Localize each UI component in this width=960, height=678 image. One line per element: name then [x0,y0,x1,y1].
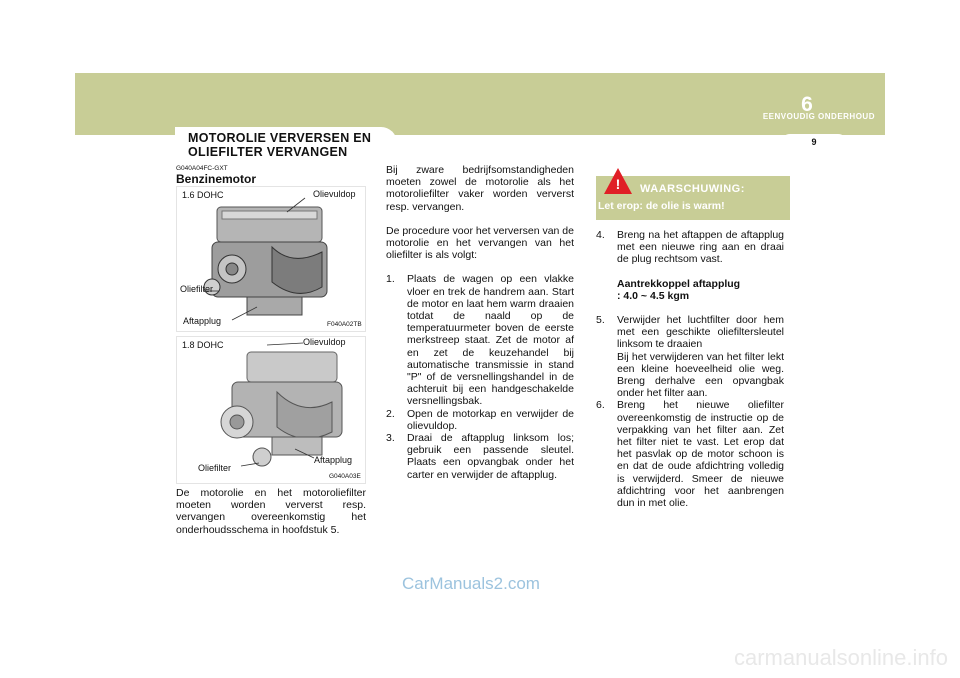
chapter-number: 6 [801,93,813,116]
fig2-code: G040A03E [329,473,361,480]
steps-column [596,229,784,509]
engine-1-6-illustration [177,187,365,331]
list-item: 2. Open de motorkap en verwijder de olievuldop. [386,407,574,432]
list-item: 1. Plaats de wagen op een vlakke vloer en trek de handrem aan. Start de motor en laat hem warm draaien totdat de naald op de temperatuurmeter boven de eerste merkstreep staat. Zet de motor af en zet de keuzehandel bij automatische transmissie in stand "P" of de versnellingshandel in de achteruit bij een handgeschakelde versnellingsbak. [386,273,574,408]
procedure-column [386,164,574,481]
fig1-drain-label: Aftapplug [183,316,222,326]
chapter-header-band [75,73,885,135]
watermark-carmanuals2[interactable]: CarManuals2.com [402,574,540,593]
chapter-title: EENVOUDIG ONDERHOUD [762,112,875,121]
fig1-engine-label: 1.6 DOHC [182,190,224,200]
section-title: MOTOROLIE VERVERSEN EN OLIEFILTER VERVANGEN [188,131,372,159]
list-item: 5. Verwijder het luchtfilter door hem met een geschikte oliefiltersleutel linksom te draaien Bij het verwijderen van het filter lekt een kleine hoeveelheid olie weg. Breng derhalve een opvangbak onder het filter aan. [596,314,784,400]
watermark-carmanualsonline: carmanualsonline.info [733,645,948,670]
list-item: 4. Breng na het aftappen de aftapplug met een nieuwe ring aan en draai de plug rechtsom vast. Aantrekkoppel aftapplug : 4.0 ~ 4.5 kgm [596,229,784,302]
section-code: G040A04FC-GXT [176,165,228,172]
fig1-code: F040A02TB [327,321,362,328]
list-item: 3. Draai de aftapplug linksom los; gebruik een passende sleutel. Plaats een opvangbak onder het carter en verwijder de aftapplug. [386,432,574,481]
torque-label: Aantrekkoppel aftapplug [617,277,741,290]
list-item: 6. Breng het nieuwe oliefilter overeenkomstig de instructie op de verpakking van het filter aan. Zet het filter niet te vast. Let erop dat het pasvlak op de motor schoon is en dat de oude afdichtring volledig is verwijderd. Smeer de nieuwe afdichtring voor het aanbrengen dun in met olie. [596,399,784,510]
warning-exclamation: ! [615,176,621,192]
page-number: 9 [811,137,817,147]
procedure-steps [386,273,574,480]
procedure-intro: De procedure voor het verversen van de motorolie en het vervangen van het oliefilter is als volgt: [386,224,574,262]
torque-value: : 4.0 ~ 4.5 kgm [617,289,690,302]
warning-text: Let erop: de olie is warm! [598,200,725,212]
fig2-drain-label: Aftapplug [314,455,353,465]
fig2-engine-label: 1.8 DOHC [182,340,224,350]
intro-paragraph: De motorolie en het motoroliefilter moeten worden ververst resp. vervangen overeenkomstig het onderhoudsschema in hoofdstuk 5. [176,487,366,536]
fig2-filter-label: Oliefilter [198,463,232,473]
step5-note: Bij het verwijderen van het filter lekt een kleine hoeveelheid olie weg. Breng derhalve een opvangbak onder het filter aan. [617,350,784,400]
section-subtitle: Benzinemotor [176,172,257,186]
fig2-fill-cap-label: Olievuldop [303,337,346,347]
heavy-duty-paragraph: Bij zware bedrijfsomstandigheden moeten zowel de motorolie als het motoroliefilter vaker worden ververst resp. vervangen. [386,164,574,213]
engine-figure-1-6 [176,186,366,332]
fig1-fill-cap-label: Olievuldop [313,189,356,199]
fig1-filter-label: Oliefilter [180,284,214,294]
warning-title: WAARSCHUWING: [640,183,745,195]
